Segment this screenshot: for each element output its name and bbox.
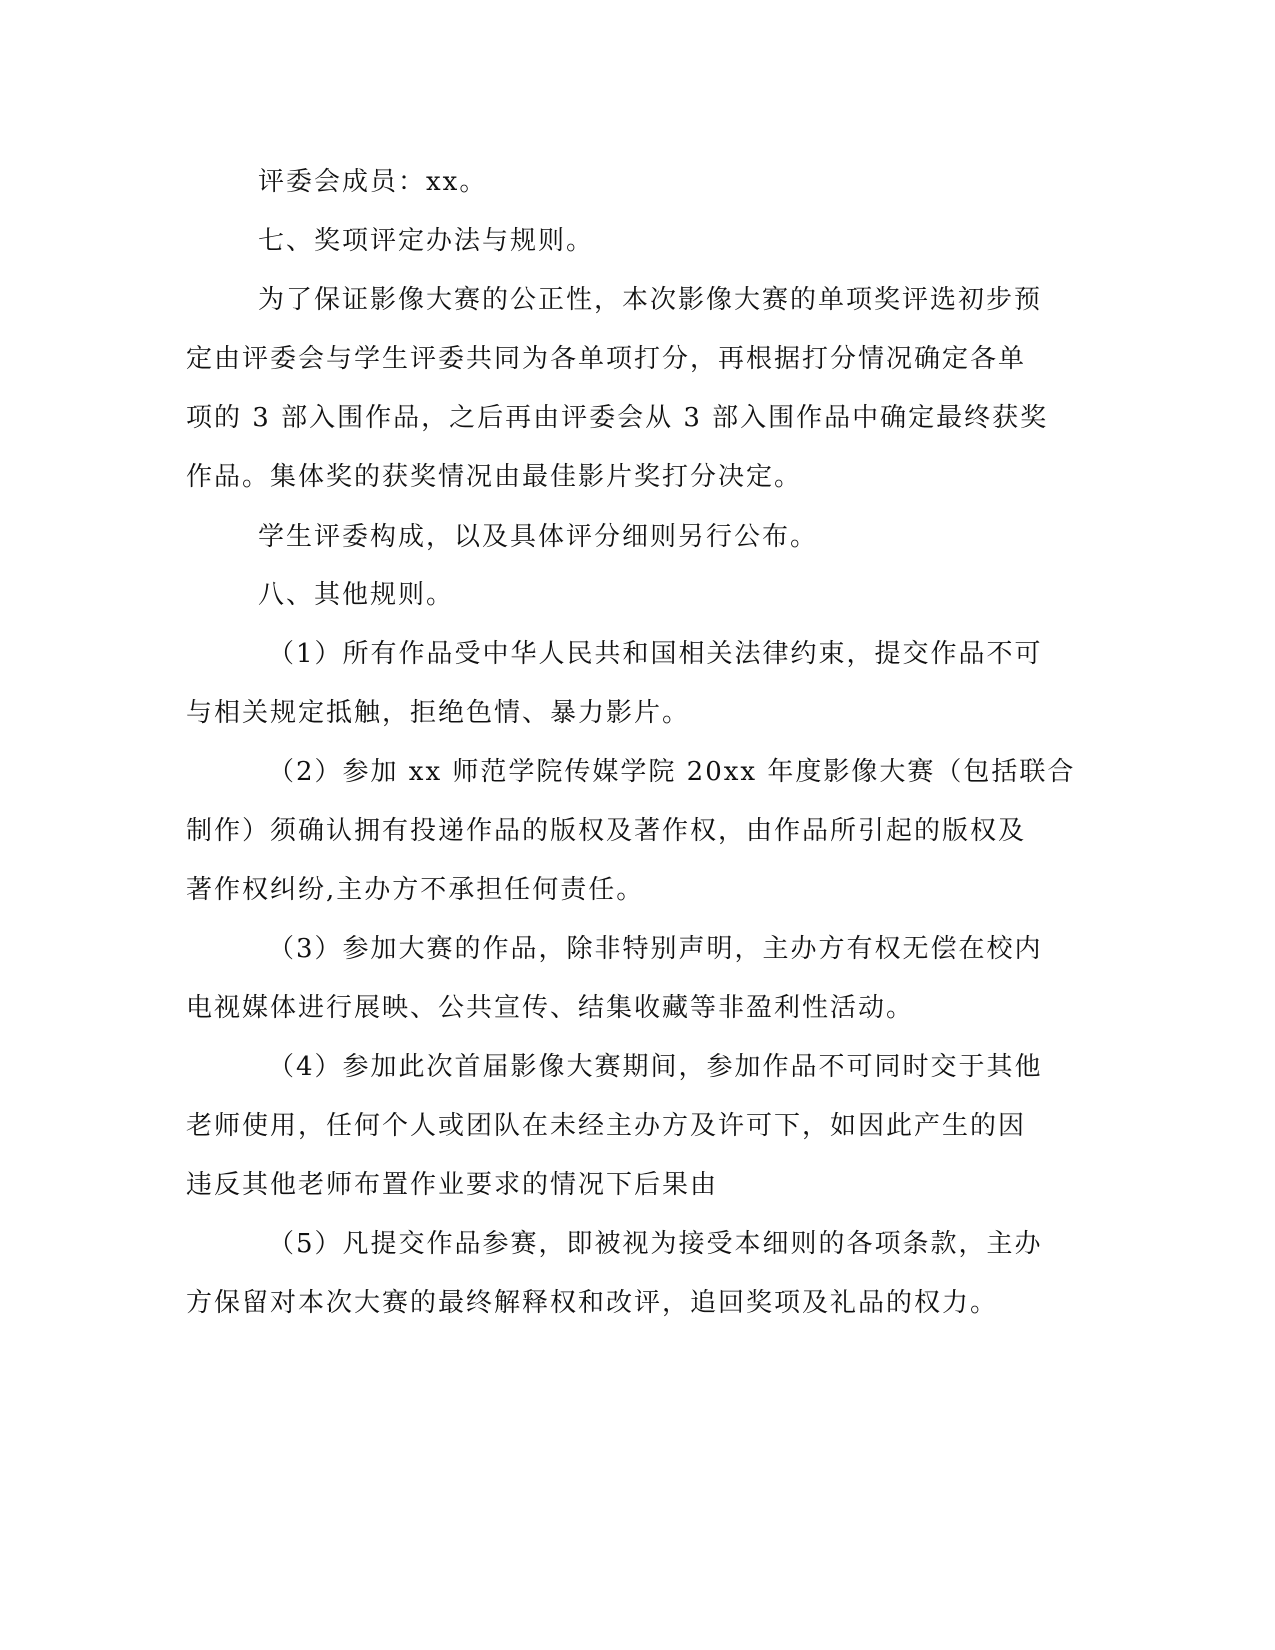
- rule-1-line: 与相关规定抵触，拒绝色情、暴力影片。: [186, 698, 691, 728]
- rule-2-line: 制作）须确认拥有投递作品的版权及著作权，由作品所引起的版权及: [186, 816, 1027, 846]
- rule-1-line: （1）所有作品受中华人民共和国相关法律约束，提交作品不可: [268, 639, 1043, 669]
- paragraph-line: 为了保证影像大赛的公正性，本次影像大赛的单项奖评选初步预: [258, 285, 1043, 315]
- paragraph-line: 定由评委会与学生评委共同为各单项打分，再根据打分情况确定各单: [186, 344, 1027, 374]
- rule-3-line: （3）参加大赛的作品，除非特别声明，主办方有权无偿在校内: [268, 934, 1043, 964]
- paragraph-line: 作品。集体奖的获奖情况由最佳影片奖打分决定。: [186, 462, 803, 492]
- rule-5-line: 方保留对本次大赛的最终解释权和改评，追回奖项及礼品的权力。: [186, 1288, 999, 1318]
- rule-3-line: 电视媒体进行展映、公共宣传、结集收藏等非盈利性活动。: [186, 993, 915, 1023]
- rule-2-line: 著作权纠纷,主办方不承担任何责任。: [186, 875, 645, 905]
- judges-members-line: 评委会成员：xx。: [258, 167, 488, 197]
- rule-4-line: （4）参加此次首届影像大赛期间，参加作品不可同时交于其他: [268, 1052, 1043, 1082]
- paragraph-line: 项的 3 部入围作品，之后再由评委会从 3 部入围作品中确定最终获奖: [186, 403, 1049, 433]
- rule-4-line: 老师使用，任何个人或团队在未经主办方及许可下，如因此产生的因: [186, 1111, 1027, 1141]
- rule-4-line: 违反其他老师布置作业要求的情况下后果由: [186, 1170, 719, 1200]
- rule-2-line: （2）参加 xx 师范学院传媒学院 20xx 年度影像大赛（包括联合: [268, 757, 1076, 787]
- section-8-heading: 八、其他规则。: [258, 580, 455, 610]
- paragraph-line: 学生评委构成，以及具体评分细则另行公布。: [258, 522, 819, 552]
- section-7-heading: 七、奖项评定办法与规则。: [258, 226, 595, 256]
- rule-5-line: （5）凡提交作品参赛，即被视为接受本细则的各项条款，主办: [268, 1229, 1043, 1259]
